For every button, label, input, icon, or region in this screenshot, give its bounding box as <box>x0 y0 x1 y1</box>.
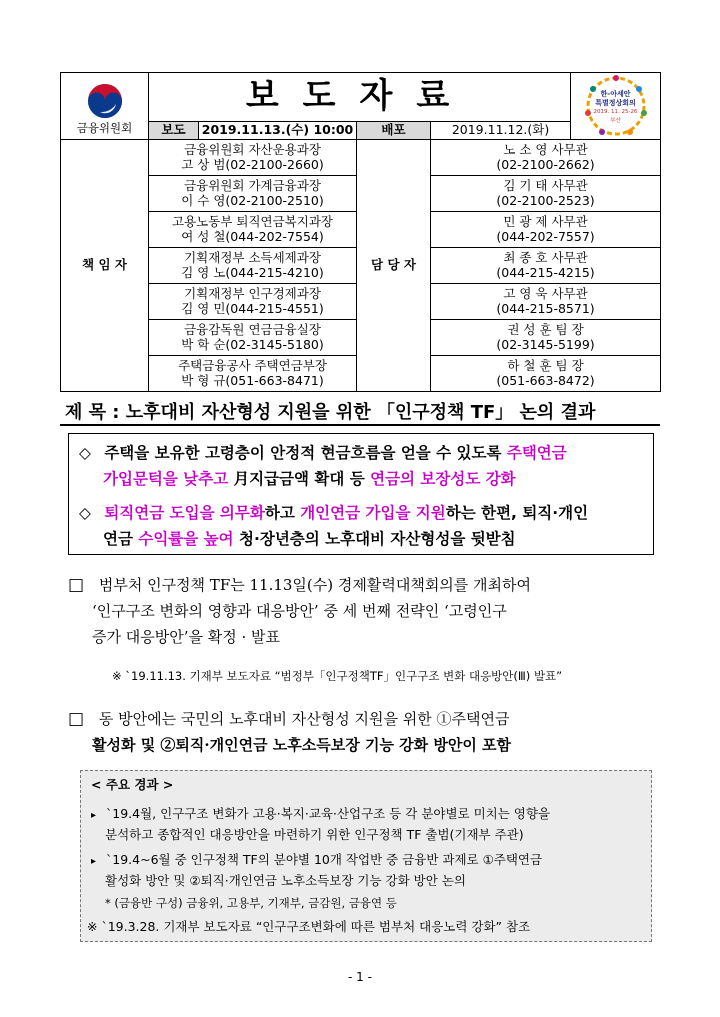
responsible-cell <box>149 284 357 320</box>
paragraph-1-note: ※ `19.11.13. 기재부 보도자료 “범정부「인구정책TF」인구구조 변화 대응방안(Ⅲ) 발표” <box>112 669 563 683</box>
contact-phone: (02-2100-2523) <box>496 192 595 208</box>
summit-logo-text-1: 한-아세안 <box>600 90 631 98</box>
contact-cell <box>431 212 661 248</box>
key-results-item-2 <box>91 849 542 872</box>
release-label: 보도 <box>149 122 199 140</box>
responsible-person: 고 상 범(02-2100-2660) <box>181 156 324 172</box>
responsible-label: 책 임 자 <box>61 140 149 392</box>
key-results-sub-note: * (금융반 구성) 금융위, 고용부, 기재부, 금감원, 금융연 등 <box>105 896 397 910</box>
paragraph-2-line-1: 동 방안에는 국민의 노후대비 자산형성 지원을 위한 ①주택연금 <box>98 710 510 728</box>
highlight-1-text-e: 연금의 보장성도 강화 <box>370 470 516 488</box>
ministry-logo-cell <box>61 73 149 140</box>
highlight-2-text-b: 하고 <box>264 504 301 522</box>
key-results-box <box>80 770 652 942</box>
event-logo-cell <box>571 73 661 140</box>
responsible-dept: 기획재정부 인구경제과장 <box>184 286 321 302</box>
responsible-cell <box>149 140 357 176</box>
diamond-bullet-icon: ◇ <box>79 504 91 522</box>
contact-name: 권 성 훈 팀 장 <box>507 322 584 338</box>
page-number: - 1 - <box>348 970 372 984</box>
key-results-item-2-line-2: 활성화 방안 및 ②퇴직·개인연금 노후소득보장 기능 강화 방안 논의 <box>105 873 466 888</box>
responsible-cell <box>149 356 357 392</box>
summit-logo-text-4: 부산 <box>610 118 621 124</box>
paragraph-1-line-1: 범부처 인구정책 TF는 11.13일(수) 경제활력대책회의를 개최하여 <box>98 576 532 594</box>
paragraph-2-line-2: 활성화 및 ②퇴직·개인연금 노후소득보장 기능 강화 방안이 포함 <box>92 736 512 754</box>
contact-name: 김 기 태 사무관 <box>503 178 588 194</box>
highlight-1 <box>79 440 567 466</box>
key-results-heading: < 주요 경과 > <box>91 777 174 792</box>
square-bullet-icon: □ <box>68 575 85 595</box>
highlight-1-text-b: 주택연금 <box>506 444 567 462</box>
paragraph-1-line-3: 증가 대응방안’을 확정 · 발표 <box>92 628 280 646</box>
responsible-dept: 기획재정부 소득세제과장 <box>184 250 321 266</box>
responsible-dept: 고용노동부 퇴직연금복지과장 <box>172 214 333 230</box>
responsible-dept: 주택금융공사 주택연금부장 <box>178 358 327 374</box>
responsible-person: 박 학 순(02-3145-5180) <box>181 336 324 352</box>
contact-name: 고 영 욱 사무관 <box>503 286 588 302</box>
responsible-person: 박 형 규(051-663-8471) <box>181 372 324 388</box>
highlight-2-text-c: 개인연금 가입을 지원 <box>300 504 446 522</box>
triangle-bullet-icon: ▸ <box>91 856 97 867</box>
responsible-person: 김 영 민(044-215-4551) <box>181 300 324 316</box>
contact-name: 최 종 호 사무관 <box>503 250 588 266</box>
distribution-date: 2019.11.12.(화) <box>431 122 571 140</box>
highlight-2-text-g: 청·장년층의 노후대비 자산형성을 뒷받침 <box>233 530 516 548</box>
triangle-bullet-icon: ▸ <box>91 810 97 821</box>
org-name: 금융위원회 <box>76 121 133 136</box>
press-release-header <box>60 72 661 392</box>
distribution-label: 배포 <box>357 122 431 140</box>
highlight-1-text-d: 月지급금액 확대 등 <box>228 470 371 488</box>
key-results-item-1-line-1: `19.4월, 인구구조 변화가 고용·복지·교육·산업구조 등 각 분야별로 미치는 영향을 <box>106 806 551 821</box>
responsible-dept: 금융위원회 자산운용과장 <box>184 142 321 158</box>
contact-name: 노 소 영 사무관 <box>503 142 588 158</box>
summit-logo-text-3: 2019. 11. 25-26 <box>593 109 638 115</box>
contact-phone: (044-215-4215) <box>496 264 595 280</box>
square-bullet-icon: □ <box>68 709 85 729</box>
highlight-2-text-d: 하는 한편, 퇴직·개인 <box>445 504 589 522</box>
highlight-2-text-f: 수익률을 높여 <box>138 530 234 548</box>
contact-cell <box>431 176 661 212</box>
government-emblem-icon <box>86 82 124 120</box>
contact-cell <box>431 320 661 356</box>
responsible-dept: 금융위원회 가계금융과장 <box>184 178 321 194</box>
document-title: 보도자료 <box>245 76 474 117</box>
title-cell <box>149 73 571 122</box>
responsible-person: 김 영 노(044-215-4210) <box>181 264 324 280</box>
responsible-person: 이 수 영(02-2100-2510) <box>181 192 324 208</box>
diamond-bullet-icon: ◇ <box>79 444 91 462</box>
contact-phone: (051-663-8472) <box>496 372 595 388</box>
highlight-2 <box>79 500 588 526</box>
contact-cell <box>431 356 661 392</box>
subject-underline <box>60 424 660 426</box>
key-results-reference: ※ `19.3.28. 기재부 보도자료 “인구구조변화에 따른 범부처 대응노력 강화” 참조 <box>87 919 531 934</box>
contact-cell <box>431 140 661 176</box>
summit-logo <box>583 73 649 139</box>
key-results-item-2-line-1: `19.4~6월 중 인구정책 TF의 분야별 10개 작업반 중 금융반 과제로 ①주택연금 <box>106 852 543 867</box>
highlight-1-text-a: 주택을 보유한 고령층이 안정적 현금흐름을 얻을 수 있도록 <box>104 444 507 462</box>
contact-phone: (02-3145-5199) <box>496 336 595 352</box>
contact-label: 담 당 자 <box>357 140 431 392</box>
responsible-dept: 금융감독원 연금금융실장 <box>184 322 321 338</box>
highlight-2-text-e: 연금 <box>103 530 139 548</box>
highlight-1-line2 <box>103 466 516 492</box>
paragraph-1 <box>68 572 531 598</box>
key-results-item-1-line-2: 분석하고 종합적인 대응방안을 마련하기 위한 인구정책 TF 출범(기재부 주관) <box>105 827 524 842</box>
responsible-cell <box>149 248 357 284</box>
contact-phone: (02-2100-2662) <box>496 156 595 172</box>
highlight-2-line2 <box>103 526 516 552</box>
contact-cell <box>431 284 661 320</box>
responsible-person: 여 성 철(044-202-7554) <box>181 228 324 244</box>
contact-cell <box>431 248 661 284</box>
key-results-item-1 <box>91 803 550 826</box>
responsible-cell <box>149 176 357 212</box>
paragraph-1-line-2: ‘인구구조 변화의 영향과 대응방안’ 중 세 번째 전략인 ‘고령인구 <box>92 602 507 620</box>
highlight-1-text-c: 가입문턱을 낮추고 <box>103 470 229 488</box>
contact-name: 민 광 제 사무관 <box>503 214 588 230</box>
summit-logo-text-2: 특별정상회의 <box>595 99 636 107</box>
highlight-2-text-a: 퇴직연금 도입을 의무화 <box>104 504 265 522</box>
paragraph-2 <box>68 706 509 732</box>
subject-line: 제 목 : 노후대비 자산형성 지원을 위한 「인구정책 TF」 논의 결과 <box>65 402 596 423</box>
responsible-cell <box>149 212 357 248</box>
release-datetime: 2019.11.13.(수) 10:00 <box>199 122 357 140</box>
contact-phone: (044-215-8571) <box>496 300 595 316</box>
responsible-cell <box>149 320 357 356</box>
contact-name: 하 철 훈 팀 장 <box>507 358 584 374</box>
highlights-box <box>68 433 654 555</box>
contact-phone: (044-202-7557) <box>496 228 595 244</box>
